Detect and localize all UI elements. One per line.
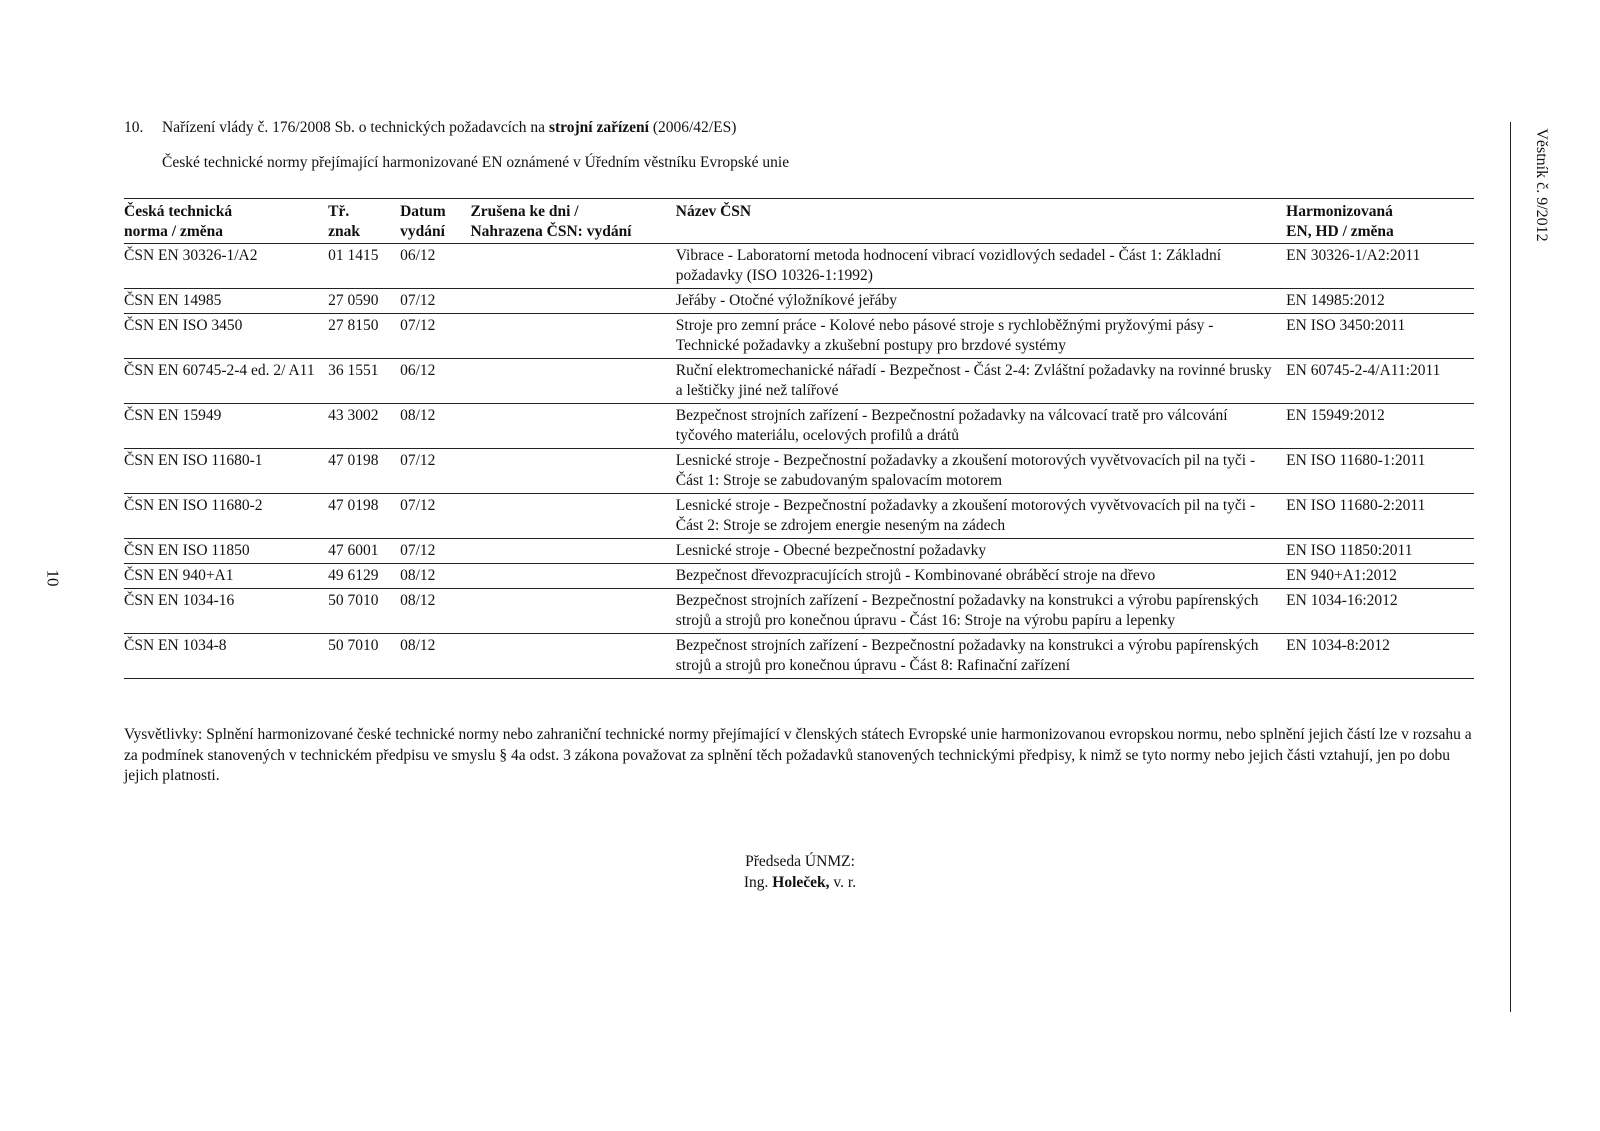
page-number: 10 xyxy=(43,569,63,587)
cell-nazev: Stroje pro zemní práce - Kolové nebo pásové stroje s rychloběžnými pryžovými pásy - Technické požadavky a zkušební postupy pro brzdové systémy xyxy=(676,314,1286,359)
table-row xyxy=(124,539,1474,564)
cell-tr: 49 6129 xyxy=(328,564,400,589)
cell-tr: 27 0590 xyxy=(328,289,400,314)
table-row xyxy=(124,404,1474,449)
cell-nazev: Bezpečnost dřevozpracujících strojů - Kombinované obráběcí stroje na dřevo xyxy=(676,564,1286,589)
cell-datum: 08/12 xyxy=(400,404,470,449)
cell-nazev: Lesnické stroje - Bezpečnostní požadavky a zkoušení motorových vyvětvovacích pil na tyči - Část 2: Stroje se zdrojem energie neseným na zádech xyxy=(676,494,1286,539)
cell-csn: ČSN EN 1034-16 xyxy=(124,589,328,634)
header-row xyxy=(124,199,1474,244)
cell-tr: 01 1415 xyxy=(328,244,400,289)
cell-zrusena xyxy=(470,289,675,314)
cell-harmonizovana: EN ISO 3450:2011 xyxy=(1286,314,1474,359)
cell-zrusena xyxy=(470,244,675,289)
cell-harmonizovana: EN ISO 11680-1:2011 xyxy=(1286,449,1474,494)
heading-text-before: Nařízení vlády č. 176/2008 Sb. o technických požadavcích na xyxy=(162,119,549,136)
table-row xyxy=(124,634,1474,679)
cell-zrusena xyxy=(470,314,675,359)
cell-nazev: Jeřáby - Otočné výložníkové jeřáby xyxy=(676,289,1286,314)
cell-datum: 06/12 xyxy=(400,359,470,404)
table-header xyxy=(124,199,1474,244)
cell-datum: 07/12 xyxy=(400,449,470,494)
table-row xyxy=(124,244,1474,289)
cell-tr: 27 8150 xyxy=(328,314,400,359)
cell-tr: 47 6001 xyxy=(328,539,400,564)
cell-csn: ČSN EN ISO 3450 xyxy=(124,314,328,359)
signature-prefix: Ing. xyxy=(743,874,773,891)
cell-csn: ČSN EN 15949 xyxy=(124,404,328,449)
cell-harmonizovana: EN 1034-16:2012 xyxy=(1286,589,1474,634)
signature-suffix: v. r. xyxy=(829,874,857,891)
cell-nazev: Bezpečnost strojních zařízení - Bezpečnostní požadavky na konstrukci a výrobu papírenských strojů a strojů pro konečnou úpravu - Část 16: Stroje na výrobu papíru a lepenky xyxy=(676,589,1286,634)
signature-name: Holeček, xyxy=(772,874,830,891)
cell-tr: 47 0198 xyxy=(328,494,400,539)
cell-csn: ČSN EN 940+A1 xyxy=(124,564,328,589)
cell-nazev: Vibrace - Laboratorní metoda hodnocení vibrací vozidlových sedadel - Část 1: Základní požadavky (ISO 10326-1:1992) xyxy=(676,244,1286,289)
cell-tr: 43 3002 xyxy=(328,404,400,449)
cell-tr: 36 1551 xyxy=(328,359,400,404)
subheading: České technické normy přejímající harmonizované EN oznámené v Úředním věstníku Evropské unie xyxy=(162,154,790,171)
header-nazev: Název ČSN xyxy=(676,199,1286,244)
signature-name-line xyxy=(0,872,1600,893)
section-heading xyxy=(124,119,736,137)
cell-zrusena xyxy=(470,359,675,404)
cell-harmonizovana: EN 14985:2012 xyxy=(1286,289,1474,314)
signature-block xyxy=(0,851,1600,893)
section-number: 10. xyxy=(124,119,144,136)
header-harmonizovana: Harmonizovaná EN, HD / změna xyxy=(1286,199,1474,244)
cell-datum: 07/12 xyxy=(400,539,470,564)
cell-datum: 07/12 xyxy=(400,494,470,539)
cell-nazev: Bezpečnost strojních zařízení - Bezpečnostní požadavky na válcovací tratě pro válcování tyčového materiálu, ocelových profilů a drátů xyxy=(676,404,1286,449)
signature-title: Předseda ÚNMZ: xyxy=(745,853,855,870)
table-row xyxy=(124,314,1474,359)
cell-datum: 08/12 xyxy=(400,564,470,589)
cell-datum: 07/12 xyxy=(400,314,470,359)
heading-text-after: (2006/42/ES) xyxy=(648,119,737,136)
cell-csn: ČSN EN ISO 11680-1 xyxy=(124,449,328,494)
cell-harmonizovana: EN ISO 11680-2:2011 xyxy=(1286,494,1474,539)
cell-tr: 50 7010 xyxy=(328,634,400,679)
journal-side-header: Věstník č. 9/2012 xyxy=(1533,128,1550,242)
cell-zrusena xyxy=(470,589,675,634)
cell-nazev: Ruční elektromechanické nářadí - Bezpečnost - Část 2-4: Zvláštní požadavky na rovinné brusky a leštičky jiné než talířové xyxy=(676,359,1286,404)
cell-datum: 08/12 xyxy=(400,634,470,679)
cell-nazev: Bezpečnost strojních zařízení - Bezpečnostní požadavky na konstrukci a výrobu papírenských strojů a strojů pro konečnou úpravu - Část 8: Rafinační zařízení xyxy=(676,634,1286,679)
cell-harmonizovana: EN 940+A1:2012 xyxy=(1286,564,1474,589)
table-row xyxy=(124,449,1474,494)
cell-zrusena xyxy=(470,634,675,679)
cell-datum: 08/12 xyxy=(400,589,470,634)
table-row xyxy=(124,289,1474,314)
cell-zrusena xyxy=(470,564,675,589)
cell-csn: ČSN EN 30326-1/A2 xyxy=(124,244,328,289)
cell-harmonizovana: EN ISO 11850:2011 xyxy=(1286,539,1474,564)
cell-zrusena xyxy=(470,494,675,539)
header-csn: Česká technická norma / změna xyxy=(124,199,328,244)
norms-table xyxy=(124,198,1474,679)
cell-tr: 47 0198 xyxy=(328,449,400,494)
table-row xyxy=(124,494,1474,539)
header-tr: Tř. znak xyxy=(328,199,400,244)
cell-datum: 07/12 xyxy=(400,289,470,314)
cell-csn: ČSN EN ISO 11850 xyxy=(124,539,328,564)
cell-csn: ČSN EN 14985 xyxy=(124,289,328,314)
table-body xyxy=(124,244,1474,679)
cell-zrusena xyxy=(470,404,675,449)
cell-nazev: Lesnické stroje - Obecné bezpečnostní požadavky xyxy=(676,539,1286,564)
cell-csn: ČSN EN ISO 11680-2 xyxy=(124,494,328,539)
cell-csn: ČSN EN 60745-2-4 ed. 2/ A11 xyxy=(124,359,328,404)
cell-nazev: Lesnické stroje - Bezpečnostní požadavky a zkoušení motorových vyvětvovacích pil na tyči - Část 1: Stroje se zabudovaným spalovacím motorem xyxy=(676,449,1286,494)
table-row xyxy=(124,564,1474,589)
cell-csn: ČSN EN 1034-8 xyxy=(124,634,328,679)
cell-zrusena xyxy=(470,449,675,494)
heading-bold-text: strojní zařízení xyxy=(548,119,649,136)
cell-harmonizovana: EN 30326-1/A2:2011 xyxy=(1286,244,1474,289)
header-zrusena: Zrušena ke dni / Nahrazena ČSN: vydání xyxy=(470,199,675,244)
table-row xyxy=(124,359,1474,404)
cell-harmonizovana: EN 15949:2012 xyxy=(1286,404,1474,449)
cell-harmonizovana: EN 1034-8:2012 xyxy=(1286,634,1474,679)
cell-harmonizovana: EN 60745-2-4/A11:2011 xyxy=(1286,359,1474,404)
cell-tr: 50 7010 xyxy=(328,589,400,634)
table-row xyxy=(124,589,1474,634)
explanation-note: Vysvětlivky: Splnění harmonizované české technické normy nebo zahraniční technické normy přejímající v členských státech Evropské unie harmonizovanou evropskou normu, nebo splnění jejich částí lze v rozsahu a za podmínek stanovených v technickém předpisu ve smyslu § 4a odst. 3 zákona považovat za splnění těch požadavků stanovených technickými předpisy, k nimž se tyto normy nebo jejich části vztahují, jen po dobu jejich platnosti. xyxy=(124,726,1472,784)
cell-zrusena xyxy=(470,539,675,564)
cell-datum: 06/12 xyxy=(400,244,470,289)
header-datum: Datum vydání xyxy=(400,199,470,244)
